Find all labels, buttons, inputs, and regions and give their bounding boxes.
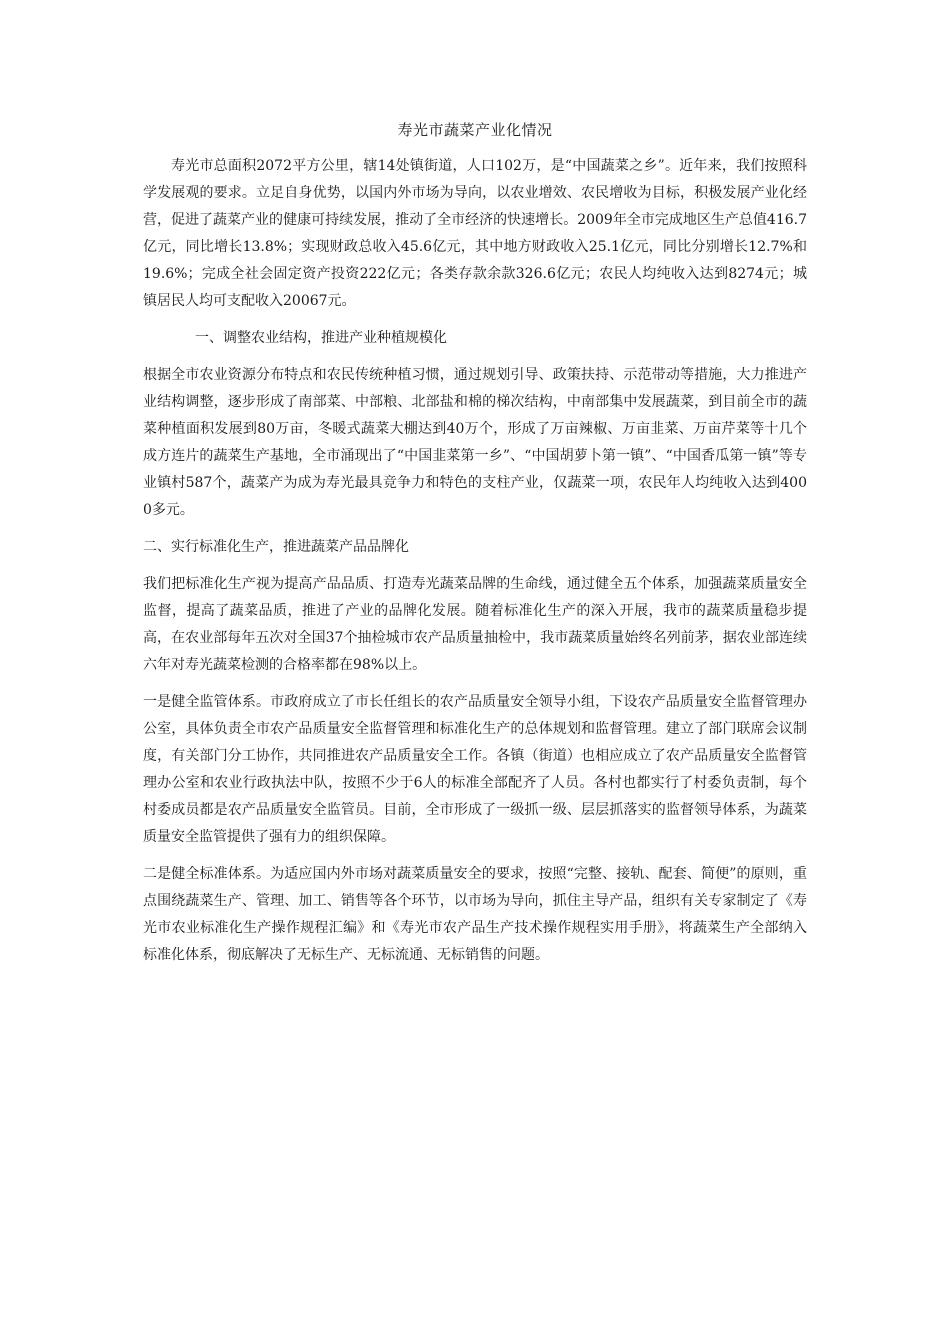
section-1-paragraph: 根据全市农业资源分布特点和农民传统种植习惯，通过规划引导、政策扶持、示范带动等措施，大力推进产业结构调整，逐步形成了南部菜、中部粮、北部盐和棉的梯次结构，中南部集中发展蔬菜，到目前全市的蔬菜种植面积发展到80万亩，冬暖式蔬菜大棚达到40万个，形成了万亩辣椒、万亩韭菜、万亩芹菜等十几个成方连片的蔬菜生产基地，全市涌现出了“中国韭菜第一乡”、“中国胡萝卜第一镇”、“中国香瓜第一镇”等专业镇村587个，蔬菜产为成为寿光最具竞争力和特色的支柱产业，仅蔬菜一项，农民年人均纯收入达到4000多元。 xyxy=(143,367,807,518)
section-1-heading: 一、调整农业结构，推进产业种植规模化 xyxy=(195,330,447,346)
section-2-heading: 二、实行标准化生产，推进蔬菜产品品牌化 xyxy=(143,539,409,555)
document-title: 寿光市蔬菜产业化情况 xyxy=(397,121,553,139)
item-1-paragraph: 一是健全监管体系。市政府成立了市长任组长的农产品质量安全领导小组，下设农产品质量安全监督管理办公室，具体负责全市农产品质量安全监督管理和标准化生产的总体规划和监督管理。建立了部门联席会议制度，有关部门分工协作，共同推进农产品质量安全工作。各镇（街道）也相应成立了农产品质量安全监督管理办公室和农业行政执法中队，按照不少于6人的标准全部配齐了人员。各村也都实行了村委负责制，每个村委成员都是农产品质量安全监管员。目前，全市形成了一级抓一级、层层抓落实的监督领导体系，为蔬菜质量安全监管提供了强有力的组织保障。 xyxy=(143,694,807,845)
intro-paragraph: 寿光市总面积2072平方公里，辖14处镇街道，人口102万，是“中国蔬菜之乡”。近年来，我们按照科学发展观的要求。立足自身优势，以国内外市场为导向，以农业增效、农民增收为目标，积极发展产业化经营，促进了蔬菜产业的健康可持续发展，推动了全市经济的快速增长。2009年全市完成地区生产总值416.7亿元，同比增长13.8%；实现财政总收入45.6亿元，其中地方财政收入25.1亿元，同比分别增长12.7%和19.6%；完成全社会固定资产投资222亿元；各类存款余款326.6亿元；农民人均纯收入达到8274元；城镇居民人均可支配收入20067元。 xyxy=(143,158,807,309)
item-2-paragraph: 二是健全标准体系。为适应国内外市场对蔬菜质量安全的要求，按照“完整、接轨、配套、简便”的原则，重点围绕蔬菜生产、管理、加工、销售等各个环节，以市场为导向，抓住主导产品，组织有关专家制定了《寿光市农业标准化生产操作规程汇编》和《寿光市农产品生产技术操作规程实用手册》，将蔬菜生产全部纳入标准化体系，彻底解决了无标生产、无标流通、无标销售的问题。 xyxy=(143,866,807,963)
section-2-paragraph: 我们把标准化生产视为提高产品品质、打造寿光蔬菜品牌的生命线，通过健全五个体系，加强蔬菜质量安全监督，提高了蔬菜品质，推进了产业的品牌化发展。随着标准化生产的深入开展，我市的蔬菜质量稳步提高，在农业部每年五次对全国37个抽检城市农产品质量抽检中，我市蔬菜质量始终名列前茅，据农业部连续六年对寿光蔬菜检测的合格率都在98%以上。 xyxy=(143,576,807,673)
document-body xyxy=(143,118,807,979)
